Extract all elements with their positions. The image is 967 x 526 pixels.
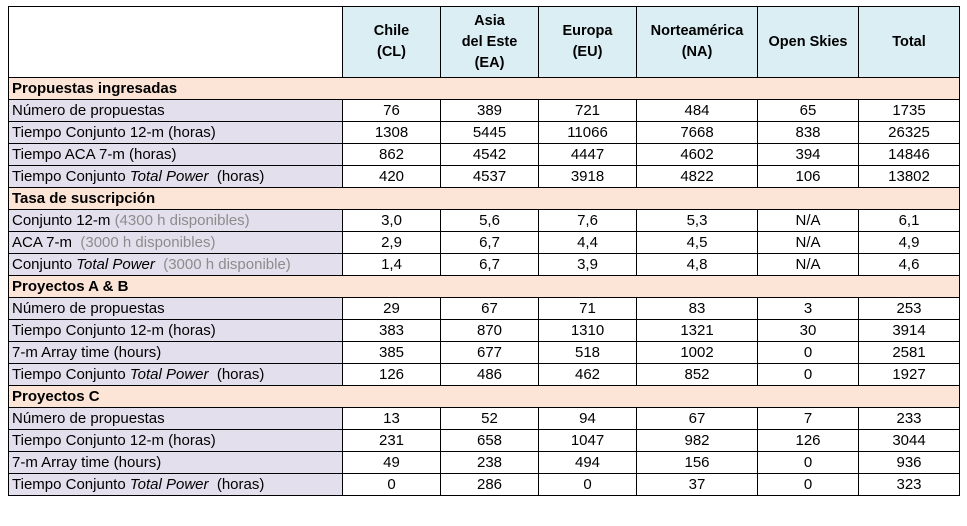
cell-asia: 870 — [441, 320, 539, 342]
row-label-text: 7-m Array time (hours) — [12, 454, 162, 471]
header-asia: Asia del Este (EA) — [441, 7, 539, 78]
cell-chile: 126 — [343, 364, 441, 386]
cell-chile: 1,4 — [343, 254, 441, 276]
cell-asia: 486 — [441, 364, 539, 386]
row-label — [9, 100, 343, 122]
row-label-text: Número de propuestas — [12, 102, 165, 119]
section-title: Propuestas ingresadas — [9, 78, 960, 100]
section-header-row — [9, 78, 960, 100]
row-label — [9, 320, 343, 342]
cell-chile: 76 — [343, 100, 441, 122]
cell-norteamerica: 1321 — [637, 320, 758, 342]
table-row — [9, 210, 960, 232]
cell-total: 233 — [859, 408, 960, 430]
cell-chile: 385 — [343, 342, 441, 364]
row-label-text: Tiempo Conjunto — [12, 366, 130, 383]
section-header-row — [9, 386, 960, 408]
cell-norteamerica: 7668 — [637, 122, 758, 144]
row-label-text: Conjunto 12-m — [12, 212, 115, 229]
cell-total: 4,6 — [859, 254, 960, 276]
cell-open-skies: 394 — [758, 144, 859, 166]
cell-total: 4,9 — [859, 232, 960, 254]
table-row — [9, 166, 960, 188]
cell-chile: 420 — [343, 166, 441, 188]
cell-total: 6,1 — [859, 210, 960, 232]
cell-chile: 383 — [343, 320, 441, 342]
table-row — [9, 342, 960, 364]
row-label-text: Tiempo Conjunto 12-m (horas) — [12, 322, 216, 339]
cell-norteamerica: 4,5 — [637, 232, 758, 254]
cell-total: 3044 — [859, 430, 960, 452]
row-label-suffix: (horas) — [208, 476, 265, 493]
cell-open-skies: 0 — [758, 342, 859, 364]
cell-asia: 5445 — [441, 122, 539, 144]
cell-chile: 0 — [343, 474, 441, 496]
cell-asia: 52 — [441, 408, 539, 430]
row-label-text: Tiempo Conjunto 12-m (horas) — [12, 124, 216, 141]
section-header-row — [9, 276, 960, 298]
cell-total: 1927 — [859, 364, 960, 386]
row-label-text: Tiempo Conjunto — [12, 168, 130, 185]
row-label-text: Tiempo Conjunto — [12, 476, 130, 493]
table-row — [9, 144, 960, 166]
cell-europa: 462 — [539, 364, 637, 386]
cell-open-skies: 30 — [758, 320, 859, 342]
row-label-text: Tiempo Conjunto 12-m (horas) — [12, 432, 216, 449]
header-norteamerica: Norteamérica (NA) — [637, 7, 758, 78]
cell-open-skies: N/A — [758, 232, 859, 254]
section-header-row — [9, 188, 960, 210]
cell-europa: 94 — [539, 408, 637, 430]
section-title: Tasa de suscripción — [9, 188, 960, 210]
row-label-italic: Total Power — [129, 366, 209, 383]
row-label — [9, 122, 343, 144]
cell-total: 2581 — [859, 342, 960, 364]
table-row — [9, 452, 960, 474]
row-label-text: 7-m Array time (hours) — [12, 344, 162, 361]
table-row — [9, 254, 960, 276]
cell-chile: 49 — [343, 452, 441, 474]
cell-open-skies: 0 — [758, 474, 859, 496]
cell-norteamerica: 1002 — [637, 342, 758, 364]
cell-norteamerica: 852 — [637, 364, 758, 386]
cell-open-skies: 0 — [758, 452, 859, 474]
cell-open-skies: 838 — [758, 122, 859, 144]
row-label-note: (3000 h disponibles) — [80, 234, 216, 251]
row-label — [9, 430, 343, 452]
row-label-text: Número de propuestas — [12, 300, 165, 317]
cell-total: 1735 — [859, 100, 960, 122]
cell-europa: 1310 — [539, 320, 637, 342]
row-label — [9, 210, 343, 232]
row-label-italic: Total Power — [129, 168, 209, 185]
cell-total: 323 — [859, 474, 960, 496]
cell-europa: 518 — [539, 342, 637, 364]
header-chile: Chile (CL) — [343, 7, 441, 78]
row-label — [9, 408, 343, 430]
row-label-note: (3000 h disponible) — [154, 256, 291, 273]
row-label-text: Número de propuestas — [12, 410, 165, 427]
statistics-table — [8, 6, 960, 496]
cell-norteamerica: 67 — [637, 408, 758, 430]
cell-europa: 4,4 — [539, 232, 637, 254]
row-label — [9, 232, 343, 254]
table-row — [9, 364, 960, 386]
row-label — [9, 298, 343, 320]
cell-europa: 1047 — [539, 430, 637, 452]
table-row — [9, 430, 960, 452]
cell-asia: 389 — [441, 100, 539, 122]
table-row — [9, 122, 960, 144]
cell-asia: 5,6 — [441, 210, 539, 232]
cell-open-skies: 126 — [758, 430, 859, 452]
table-row — [9, 474, 960, 496]
cell-europa: 0 — [539, 474, 637, 496]
cell-asia: 658 — [441, 430, 539, 452]
row-label — [9, 452, 343, 474]
row-label — [9, 342, 343, 364]
header-open-skies: Open Skies — [758, 7, 859, 78]
cell-europa: 3,9 — [539, 254, 637, 276]
cell-chile: 231 — [343, 430, 441, 452]
cell-total: 253 — [859, 298, 960, 320]
header-row — [9, 7, 960, 78]
cell-norteamerica: 83 — [637, 298, 758, 320]
cell-open-skies: 65 — [758, 100, 859, 122]
cell-chile: 862 — [343, 144, 441, 166]
cell-asia: 67 — [441, 298, 539, 320]
cell-europa: 4447 — [539, 144, 637, 166]
row-label — [9, 474, 343, 496]
row-label-italic: Total Power — [129, 476, 209, 493]
cell-norteamerica: 4822 — [637, 166, 758, 188]
cell-total: 3914 — [859, 320, 960, 342]
section-title: Proyectos A & B — [9, 276, 960, 298]
cell-norteamerica: 5,3 — [637, 210, 758, 232]
row-label-note: (4300 h disponibles) — [114, 212, 250, 229]
row-label-suffix: (horas) — [208, 168, 265, 185]
cell-europa: 494 — [539, 452, 637, 474]
table-row — [9, 100, 960, 122]
cell-chile: 1308 — [343, 122, 441, 144]
cell-open-skies: N/A — [758, 210, 859, 232]
cell-norteamerica: 484 — [637, 100, 758, 122]
cell-chile: 3,0 — [343, 210, 441, 232]
cell-asia: 4537 — [441, 166, 539, 188]
cell-europa: 11066 — [539, 122, 637, 144]
row-label — [9, 254, 343, 276]
cell-total: 936 — [859, 452, 960, 474]
header-total: Total — [859, 7, 960, 78]
cell-asia: 238 — [441, 452, 539, 474]
cell-total: 26325 — [859, 122, 960, 144]
header-corner — [9, 7, 343, 78]
cell-europa: 71 — [539, 298, 637, 320]
section-title: Proyectos C — [9, 386, 960, 408]
row-label-italic: Total Power — [76, 256, 155, 273]
cell-asia: 4542 — [441, 144, 539, 166]
row-label — [9, 166, 343, 188]
cell-open-skies: 106 — [758, 166, 859, 188]
cell-total: 13802 — [859, 166, 960, 188]
table-row — [9, 232, 960, 254]
cell-open-skies: 0 — [758, 364, 859, 386]
table-row — [9, 298, 960, 320]
table-row — [9, 408, 960, 430]
row-label — [9, 364, 343, 386]
cell-total: 14846 — [859, 144, 960, 166]
cell-asia: 286 — [441, 474, 539, 496]
row-label-suffix: (horas) — [208, 366, 265, 383]
cell-asia: 6,7 — [441, 232, 539, 254]
cell-norteamerica: 4,8 — [637, 254, 758, 276]
row-label-text: Tiempo ACA 7-m (horas) — [12, 146, 177, 163]
cell-norteamerica: 156 — [637, 452, 758, 474]
cell-norteamerica: 982 — [637, 430, 758, 452]
cell-chile: 2,9 — [343, 232, 441, 254]
cell-norteamerica: 37 — [637, 474, 758, 496]
cell-asia: 677 — [441, 342, 539, 364]
cell-europa: 721 — [539, 100, 637, 122]
row-label-text: ACA 7-m — [12, 234, 81, 251]
header-europa: Europa (EU) — [539, 7, 637, 78]
cell-europa: 7,6 — [539, 210, 637, 232]
row-label-text: Conjunto — [12, 256, 77, 273]
cell-open-skies: N/A — [758, 254, 859, 276]
cell-europa: 3918 — [539, 166, 637, 188]
cell-open-skies: 7 — [758, 408, 859, 430]
cell-norteamerica: 4602 — [637, 144, 758, 166]
cell-chile: 29 — [343, 298, 441, 320]
cell-open-skies: 3 — [758, 298, 859, 320]
row-label — [9, 144, 343, 166]
cell-chile: 13 — [343, 408, 441, 430]
table-row — [9, 320, 960, 342]
table-body — [9, 78, 960, 496]
cell-asia: 6,7 — [441, 254, 539, 276]
